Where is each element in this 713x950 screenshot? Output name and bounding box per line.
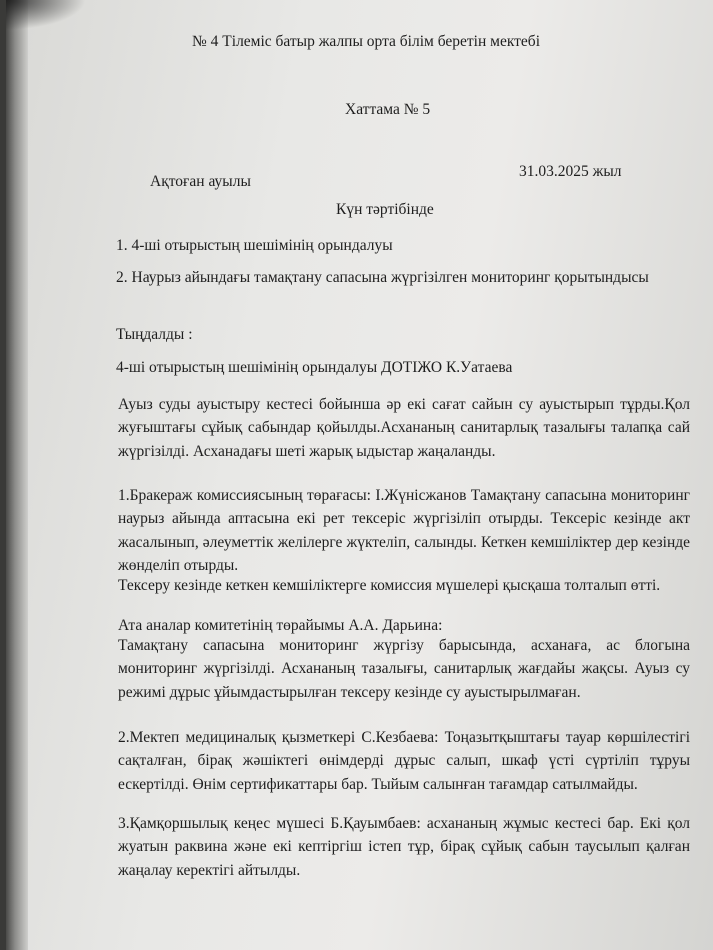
speaker-line: 4-ші отырыстың шешімінің орындалуы ДОТІЖО К.Уатаева <box>116 359 513 376</box>
paragraph-parents-heading: Ата аналар комитетінің төрайымы А.А. Дарьина: <box>118 617 443 634</box>
school-title: № 4 Тілеміс батыр жалпы орта білім беретін мектебі <box>192 33 541 50</box>
paragraph-medical: 2.Мектеп медициналық қызметкері С.Кезбаева: Тоңазытқыштағы тауар көршілестігі сақталған, бірақ жәшіктегі өнімдерді дұрыс салып, шкаф үсті сүртіліп тұруы ескертілді. Өнім сертификаттары бар. Тыйым салынған тағамдар сатылмайды. <box>118 729 690 793</box>
listened-label: Тыңдалды : <box>116 326 193 343</box>
paragraph-parents: Тамақтану сапасына мониторинг жүргізу барысында, асханаға, ас блогына мониторинг жүргізілді. Асхананың тазалығы, санитарлық жағдайы жақсы. Ауыз су режимі дұрыс ұйымдастырылған тексеру кезінде су ауыстырылмаған. <box>118 637 690 701</box>
paragraph-brakerage: 1.Бракераж комиссиясының төрағасы: І.Жүнісжанов Тамақтану сапасына мониторинг наурыз айында аптасына екі рет тексеріс жүргізіліп отырды. Тексеріс кезінде акт жасалынып, әлеуметтік желілерге жүктеліп, салынды. Кеткен кемшіліктер дер кезінде жөнделіп отырды. <box>118 487 690 574</box>
agenda-item-2: 2. Наурыз айындағы тамақтану сапасына жүргізілген мониторинг қорытындысы <box>116 269 649 286</box>
paragraph-water: Ауыз суды ауыстыру кестесі бойынша әр екі сағат сайын су ауыстырып тұрды.Қол жуғыштағы сұйық сабындар қойылды.Асхананың санитарлық тазалығы талапқа сай жүргізілді. Асханадағы шеті жарық ыдыстар жаңаланды. <box>118 396 690 460</box>
place-name: Ақтоған ауылы <box>150 173 251 190</box>
document-content <box>6 0 713 950</box>
paragraph-inspection: Тексеру кезінде кеткен кемшіліктерге комиссия мүшелері қысқаша толталып өтті. <box>118 577 661 594</box>
protocol-title: Хаттама № 5 <box>345 101 431 118</box>
document-date: 31.03.2025 жыл <box>519 163 622 180</box>
paragraph-council: 3.Қамқоршылық кеңес мүшесі Б.Қауымбаев: асхананың жұмыс кестесі бар. Екі қол жуатын раквина және екі кептіргіш істеп тұр, бірақ сұйық сабын таусылып қалған жаңалау керектігі айтылды. <box>118 815 690 879</box>
document-page <box>6 0 713 950</box>
agenda-heading: Күн тәртібінде <box>336 201 434 218</box>
agenda-item-1: 1. 4-ші отырыстың шешімінің орындалуы <box>116 237 393 254</box>
